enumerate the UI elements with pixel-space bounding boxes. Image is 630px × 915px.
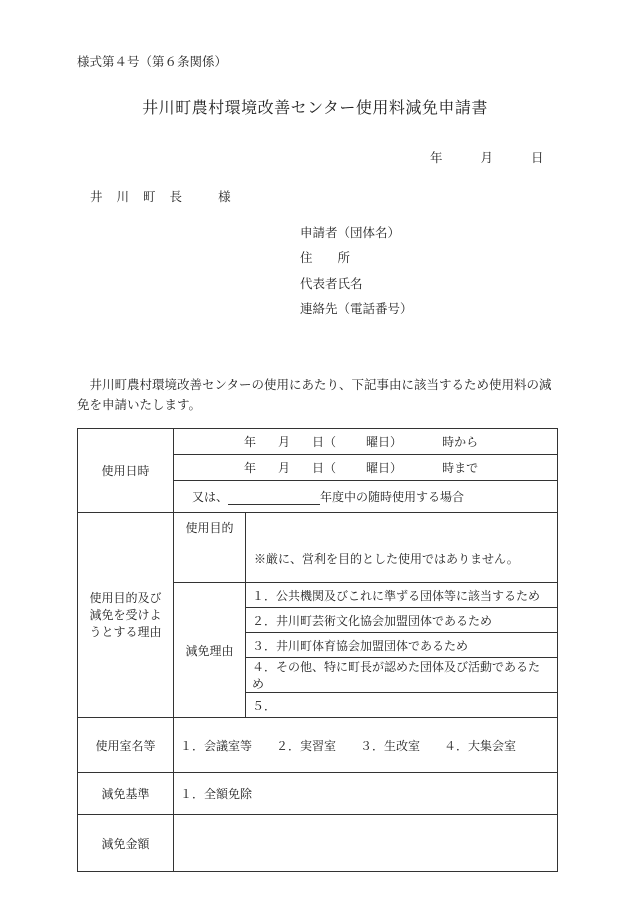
addressee-char: 長	[169, 189, 183, 204]
reason-option-5[interactable]: ５．	[246, 693, 558, 718]
date-from-day: 日（	[312, 435, 337, 449]
usage-date-to-row[interactable]	[174, 455, 558, 481]
applicant-group-name-label: 申請者（団体名）	[300, 225, 401, 240]
room-option-life-improvement[interactable]: ３．生改室	[360, 738, 421, 753]
addressee-char: 川	[116, 189, 130, 204]
room-option-meeting[interactable]: １．会議室等	[180, 738, 253, 753]
addressee	[90, 187, 231, 205]
fiscal-year-blank[interactable]	[228, 490, 320, 505]
date-from-weekday: 曜日）	[366, 435, 403, 449]
criteria-value[interactable]: １．全額免除	[174, 773, 558, 815]
amount-label: 減免金額	[78, 815, 174, 872]
application-table	[77, 428, 558, 872]
purpose-label: 使用目的	[174, 513, 246, 583]
room-option-hall[interactable]: ４．大集会室	[444, 738, 517, 753]
date-from-year: 年	[244, 435, 257, 449]
addressee-honorific: 様	[218, 189, 231, 204]
purpose-section-label: 使用目的及び減免を受けようとする理由	[78, 513, 174, 718]
reason-label: 減免理由	[174, 583, 246, 718]
reason-option-4[interactable]: ４．その他、特に町長が認めた団体及び活動であるため	[246, 658, 558, 693]
applicant-phone-label: 連絡先（電話番号）	[300, 301, 413, 316]
amount-field[interactable]	[174, 815, 558, 872]
addressee-char: 井	[90, 189, 103, 204]
purpose-note: ※厳に、営利を目的とした使用ではありません。	[254, 552, 519, 566]
addressee-char: 町	[143, 189, 156, 204]
document-title: 井川町農村環境改善センター使用料減免申請書	[142, 98, 488, 117]
date-month-label: 月	[480, 150, 494, 165]
intro-paragraph: 井川町農村環境改善センターの使用にあたり、下記事由に該当するため使用料の減免を申請いたします。	[77, 377, 552, 412]
date-to-time: 時まで	[442, 461, 479, 475]
reason-option-3[interactable]: ３．井川町体育協会加盟団体であるため	[246, 633, 558, 658]
date-to-day: 日（	[312, 461, 337, 475]
applicant-address-label: 住 所	[300, 250, 351, 265]
room-options	[174, 718, 558, 773]
room-label: 使用室名等	[78, 718, 174, 773]
alternative-suffix: 年度中の随時使用する場合	[320, 490, 465, 504]
date-from-time: 時から	[442, 435, 479, 449]
date-to-weekday: 曜日）	[366, 461, 403, 475]
date-from-month: 月	[278, 435, 291, 449]
usage-datetime-label: 使用日時	[78, 429, 174, 513]
date-to-month: 月	[278, 461, 291, 475]
applicant-representative-label: 代表者氏名	[300, 276, 363, 291]
room-option-practice[interactable]: ２．実習室	[276, 738, 337, 753]
date-day-label: 日	[531, 150, 544, 165]
purpose-field[interactable]	[246, 513, 558, 583]
form-number: 様式第４号（第６条関係）	[77, 54, 228, 69]
criteria-label: 減免基準	[78, 773, 174, 815]
reason-option-1[interactable]: １．公共機関及びこれに準ずる団体等に該当するため	[246, 583, 558, 608]
reason-option-2[interactable]: ２．井川町芸術文化協会加盟団体であるため	[246, 608, 558, 633]
usage-date-from-row[interactable]	[174, 429, 558, 455]
application-date	[430, 148, 544, 166]
date-to-year: 年	[244, 461, 257, 475]
usage-alternative-row[interactable]	[174, 481, 558, 513]
alternative-prefix: 又は、	[192, 490, 229, 504]
date-year-label: 年	[430, 150, 443, 165]
